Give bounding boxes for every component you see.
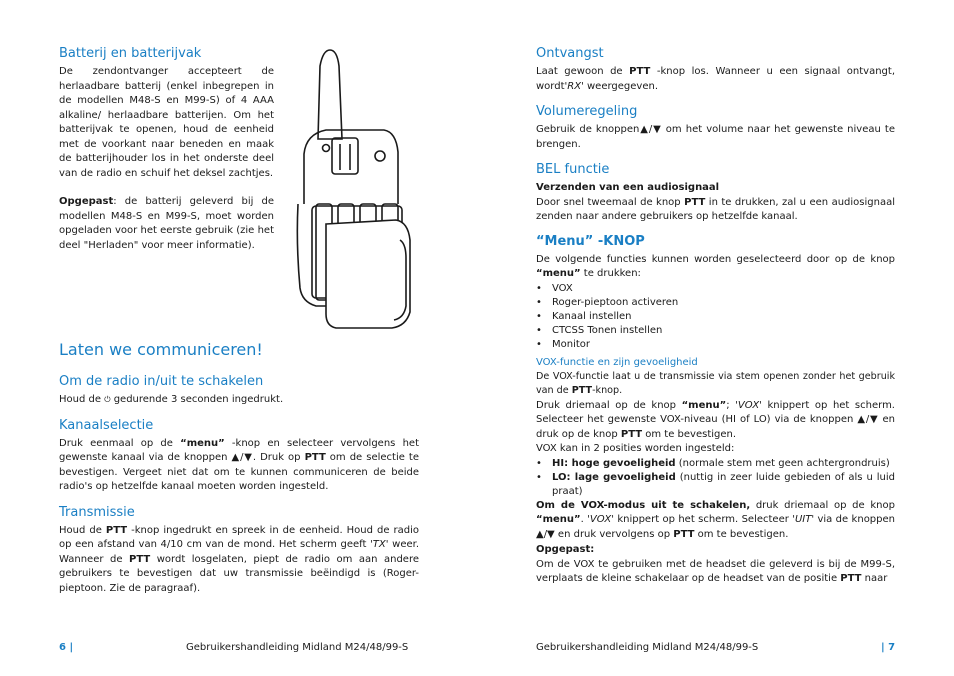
volume-text: Gebruik de knoppen▲/▼ om het volume naar het gewenste niveau te brengen.	[536, 124, 895, 150]
menu-title: “Menu” -KNOP	[536, 233, 645, 249]
menu-list	[536, 282, 895, 352]
left-footer-title: Gebruikershandleiding Midland M24/48/99-S	[186, 642, 409, 653]
list-item: • Monitor	[536, 338, 895, 352]
vox-p4: Om de VOX-modus uit te schakelen, druk driemaal op de knop “menu”. 'VOX' knippert op het scherm. Selecteer 'UIT' via de knoppen ▲/▼ en druk vervolgens op PTT om te bevestigen.	[536, 499, 895, 540]
list-item: • Kanaal instellen	[536, 310, 895, 324]
vox-opgepast: Opgepast:	[536, 544, 595, 555]
vox-p5: Om de VOX te gebruiken met de headset die geleverd is bij de M99-S, verplaats de kleine schakelaar op de headset van de positie PTT naar	[536, 558, 895, 584]
right-footer-title: Gebruikershandleiding Midland M24/48/99-S	[536, 642, 759, 653]
right-page-number: | 7	[881, 642, 896, 653]
radio-onoff-text: Houd de ⏻ gedurende 3 seconden ingedrukt.	[59, 394, 284, 405]
communicate-section	[59, 340, 419, 596]
kanaal-text: Druk eenmaal op de “menu” -knop en selecteer vervolgens het gewenste kanaal via de knoppen ▲/▼. Druk op PTT om de selectie te bevestigen. Vergeet niet dat om te kunnen communiceren de beide radio's op hetzelfde kanaal moeten worden ingesteld.	[59, 437, 419, 492]
power-icon: ⏻	[104, 395, 111, 404]
transmissie-title: Transmissie	[59, 504, 135, 520]
vox-p3: VOX kan in 2 posities worden ingesteld:	[536, 443, 735, 454]
batterij-title: Batterij en batterijvak	[59, 46, 202, 61]
kanaal-title: Kanaalselectie	[59, 417, 154, 433]
right-column	[536, 46, 895, 587]
volume-title: Volumeregeling	[536, 104, 638, 119]
bel-text: Door snel tweemaal de knop PTT in te drukken, zal u een audiosignaal zenden naar andere gebruikers op hetzelfde kanaal.	[536, 196, 896, 222]
vox-p2: Druk driemaal op de knop “menu”; 'VOX' knippert op het scherm. Selecteer het gewenste VOX-niveau (HI of LO) via de knoppen ▲/▼ en druk op de knop PTT om te bevestigen.	[536, 399, 895, 440]
batterij-warning: Opgepast: de batterij geleverd bij de modellen M48-S en M99-S, moet worden opgeladen voor het eerste gebruik (zie het deel "Herladen" voor meer informatie).	[59, 196, 274, 251]
vox-p1: De VOX-functie laat u de transmissie via stem openen zonder het gebruik van de PTT-knop.	[536, 370, 895, 396]
ontvangst-title: Ontvangst	[536, 46, 604, 61]
right-page	[477, 0, 954, 676]
vox-levels-list	[536, 457, 895, 499]
radio-onoff-title: Om de radio in/uit te schakelen	[59, 374, 264, 389]
transmissie-text: Houd de PTT -knop ingedrukt en spreek in de eenheid. Houd de radio op een afstand van 4/10 cm van de mond. Het scherm geeft 'TX' weer. Wanneer de PTT wordt losgelaten, piept de radio om aan andere gebruikers te bevestigen dat uw transmissie beëindigd is (Roger-pieptoon. Zie de paragraaf).	[59, 524, 420, 594]
list-item: • Roger-pieptoon activeren	[536, 296, 895, 310]
list-item: • VOX	[536, 282, 895, 296]
list-item: • HI: hoge gevoeligheid (normale stem met geen achtergrondruis)	[536, 457, 895, 471]
list-item: • CTCSS Tonen instellen	[536, 324, 895, 338]
list-item: • LO: lage gevoeligheid (nuttig in zeer luide gebieden of als u luid praat)	[536, 471, 895, 499]
bel-title: BEL functie	[536, 162, 610, 177]
batterij-text: De zendontvanger accepteert de herlaadbare batterij (enkel inbegrepen in de modellen M48-S en M99-S) of 4 AAA alkaline/ herlaadbare batterijen. Om het batterijvak te openen, houd de eenheid met de voorkant naar beneden en maak de batterijhouder los in het onderste deel van de radio en schuif het deksel zachtjes.	[59, 66, 274, 179]
radio-battery-illustration	[296, 44, 421, 330]
batterij-section	[59, 46, 274, 253]
page-heading: Laten we communiceren!	[59, 340, 263, 359]
ontvangst-text: Laat gewoon de PTT -knop los. Wanneer u een signaal ontvangt, wordt'RX' weergegeven.	[536, 66, 895, 92]
bel-subtitle: Verzenden van een audiosignaal	[536, 182, 720, 193]
menu-intro: De volgende functies kunnen worden geselecteerd door op de knop “menu” te drukken:	[536, 253, 895, 279]
vox-title: VOX-functie en zijn gevoeligheid	[536, 356, 698, 368]
left-page-number: 6 |	[59, 642, 74, 653]
